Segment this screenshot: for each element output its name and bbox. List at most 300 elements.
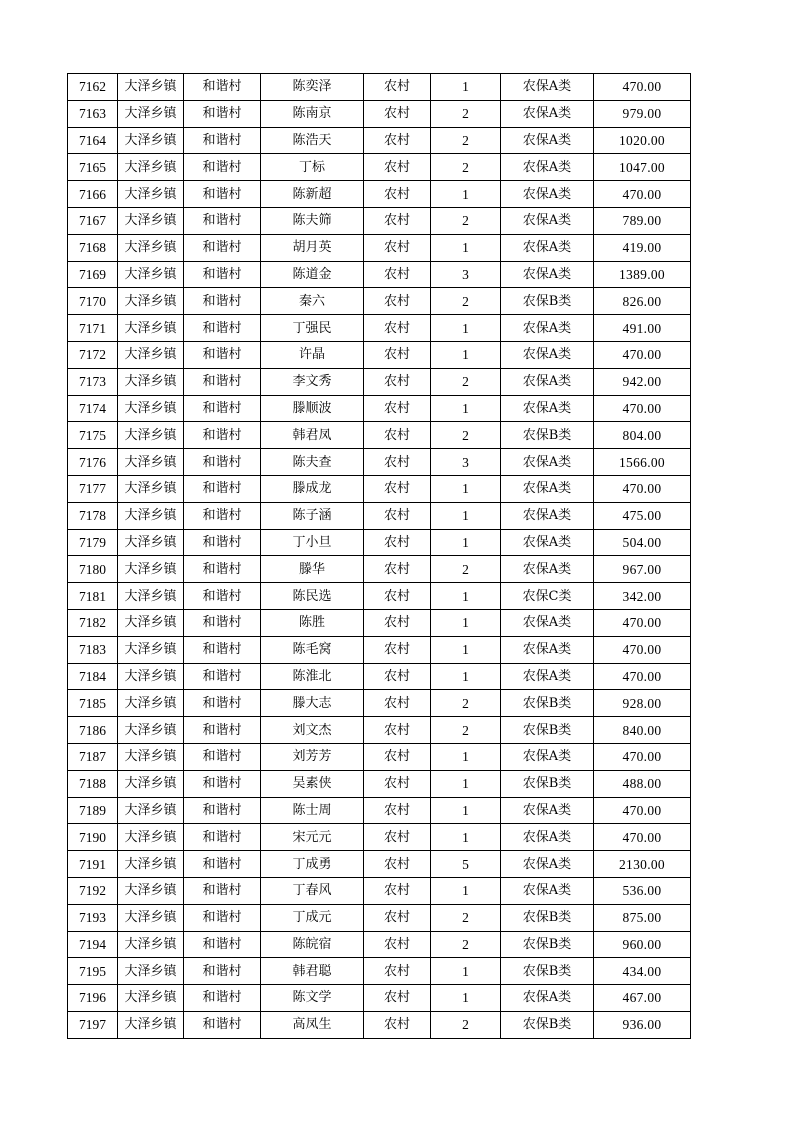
cell-insurance-type: 农保A类 — [501, 797, 594, 824]
cell-name: 陈夫筛 — [261, 207, 364, 234]
cell-amount: 1020.00 — [594, 127, 691, 154]
cell-village: 和谐村 — [184, 502, 261, 529]
cell-seq-no: 7194 — [68, 931, 118, 958]
table-row — [68, 824, 691, 851]
cell-household-size: 2 — [431, 207, 501, 234]
data-table — [67, 73, 691, 1039]
cell-category: 农村 — [364, 368, 431, 395]
cell-household-size: 1 — [431, 797, 501, 824]
cell-category: 农村 — [364, 743, 431, 770]
cell-category: 农村 — [364, 636, 431, 663]
cell-township: 大泽乡镇 — [118, 127, 184, 154]
cell-category: 农村 — [364, 958, 431, 985]
cell-amount: 419.00 — [594, 234, 691, 261]
cell-township: 大泽乡镇 — [118, 502, 184, 529]
cell-seq-no: 7172 — [68, 341, 118, 368]
cell-township: 大泽乡镇 — [118, 770, 184, 797]
cell-amount: 942.00 — [594, 368, 691, 395]
cell-seq-no: 7180 — [68, 556, 118, 583]
cell-village: 和谐村 — [184, 851, 261, 878]
cell-name: 刘芳芳 — [261, 743, 364, 770]
cell-seq-no: 7181 — [68, 583, 118, 610]
cell-insurance-type: 农保A类 — [501, 502, 594, 529]
cell-village: 和谐村 — [184, 261, 261, 288]
cell-village: 和谐村 — [184, 475, 261, 502]
cell-household-size: 1 — [431, 583, 501, 610]
cell-amount: 491.00 — [594, 315, 691, 342]
cell-amount: 960.00 — [594, 931, 691, 958]
table-row — [68, 529, 691, 556]
cell-amount: 2130.00 — [594, 851, 691, 878]
cell-name: 陈士周 — [261, 797, 364, 824]
cell-amount: 470.00 — [594, 181, 691, 208]
cell-household-size: 1 — [431, 315, 501, 342]
cell-seq-no: 7177 — [68, 475, 118, 502]
cell-category: 农村 — [364, 717, 431, 744]
cell-name: 秦六 — [261, 288, 364, 315]
cell-insurance-type: 农保A类 — [501, 315, 594, 342]
cell-amount: 928.00 — [594, 690, 691, 717]
cell-insurance-type: 农保A类 — [501, 395, 594, 422]
table-row — [68, 690, 691, 717]
cell-insurance-type: 农保A类 — [501, 556, 594, 583]
table-row — [68, 207, 691, 234]
cell-seq-no: 7196 — [68, 985, 118, 1012]
cell-village: 和谐村 — [184, 717, 261, 744]
cell-category: 农村 — [364, 449, 431, 476]
cell-name: 刘文杰 — [261, 717, 364, 744]
cell-name: 李文秀 — [261, 368, 364, 395]
cell-household-size: 1 — [431, 636, 501, 663]
cell-insurance-type: 农保A类 — [501, 74, 594, 101]
cell-name: 丁强民 — [261, 315, 364, 342]
cell-insurance-type: 农保A类 — [501, 851, 594, 878]
cell-household-size: 2 — [431, 556, 501, 583]
cell-category: 农村 — [364, 154, 431, 181]
cell-insurance-type: 农保A类 — [501, 181, 594, 208]
cell-insurance-type: 农保A类 — [501, 609, 594, 636]
cell-village: 和谐村 — [184, 422, 261, 449]
cell-amount: 470.00 — [594, 743, 691, 770]
cell-household-size: 1 — [431, 743, 501, 770]
cell-category: 农村 — [364, 234, 431, 261]
cell-name: 高凤生 — [261, 1011, 364, 1038]
cell-seq-no: 7182 — [68, 609, 118, 636]
cell-amount: 1566.00 — [594, 449, 691, 476]
table-row — [68, 904, 691, 931]
table-row — [68, 931, 691, 958]
cell-seq-no: 7197 — [68, 1011, 118, 1038]
cell-name: 吴素侠 — [261, 770, 364, 797]
cell-category: 农村 — [364, 797, 431, 824]
cell-township: 大泽乡镇 — [118, 797, 184, 824]
cell-township: 大泽乡镇 — [118, 583, 184, 610]
cell-name: 许晶 — [261, 341, 364, 368]
cell-amount: 875.00 — [594, 904, 691, 931]
table-row — [68, 636, 691, 663]
cell-household-size: 2 — [431, 288, 501, 315]
cell-insurance-type: 农保B类 — [501, 931, 594, 958]
cell-category: 农村 — [364, 475, 431, 502]
cell-insurance-type: 农保A类 — [501, 985, 594, 1012]
table-row — [68, 556, 691, 583]
cell-township: 大泽乡镇 — [118, 100, 184, 127]
cell-seq-no: 7189 — [68, 797, 118, 824]
cell-household-size: 2 — [431, 154, 501, 181]
table-row — [68, 502, 691, 529]
cell-name: 韩君凤 — [261, 422, 364, 449]
cell-name: 陈毛窝 — [261, 636, 364, 663]
cell-household-size: 2 — [431, 931, 501, 958]
cell-household-size: 2 — [431, 422, 501, 449]
cell-village: 和谐村 — [184, 931, 261, 958]
cell-seq-no: 7178 — [68, 502, 118, 529]
cell-amount: 470.00 — [594, 475, 691, 502]
cell-insurance-type: 农保A类 — [501, 824, 594, 851]
cell-insurance-type: 农保B类 — [501, 1011, 594, 1038]
cell-household-size: 1 — [431, 824, 501, 851]
cell-name: 丁成勇 — [261, 851, 364, 878]
cell-name: 陈子涵 — [261, 502, 364, 529]
cell-household-size: 1 — [431, 958, 501, 985]
cell-township: 大泽乡镇 — [118, 717, 184, 744]
cell-village: 和谐村 — [184, 74, 261, 101]
cell-name: 滕大志 — [261, 690, 364, 717]
cell-village: 和谐村 — [184, 556, 261, 583]
cell-category: 农村 — [364, 100, 431, 127]
table-row — [68, 100, 691, 127]
cell-household-size: 2 — [431, 368, 501, 395]
cell-amount: 470.00 — [594, 395, 691, 422]
cell-insurance-type: 农保A类 — [501, 127, 594, 154]
cell-household-size: 2 — [431, 127, 501, 154]
cell-category: 农村 — [364, 288, 431, 315]
cell-name: 陈浩天 — [261, 127, 364, 154]
cell-category: 农村 — [364, 770, 431, 797]
cell-amount: 967.00 — [594, 556, 691, 583]
cell-category: 农村 — [364, 985, 431, 1012]
cell-category: 农村 — [364, 824, 431, 851]
cell-insurance-type: 农保A类 — [501, 529, 594, 556]
table-body — [68, 74, 691, 1039]
cell-village: 和谐村 — [184, 341, 261, 368]
cell-name: 丁春风 — [261, 877, 364, 904]
cell-village: 和谐村 — [184, 127, 261, 154]
cell-seq-no: 7167 — [68, 207, 118, 234]
cell-amount: 840.00 — [594, 717, 691, 744]
cell-amount: 536.00 — [594, 877, 691, 904]
cell-village: 和谐村 — [184, 824, 261, 851]
table-row — [68, 770, 691, 797]
table-row — [68, 315, 691, 342]
table-row — [68, 127, 691, 154]
cell-insurance-type: 农保A类 — [501, 449, 594, 476]
cell-name: 丁标 — [261, 154, 364, 181]
cell-seq-no: 7169 — [68, 261, 118, 288]
cell-township: 大泽乡镇 — [118, 261, 184, 288]
cell-village: 和谐村 — [184, 636, 261, 663]
table-row — [68, 422, 691, 449]
cell-township: 大泽乡镇 — [118, 636, 184, 663]
table-row — [68, 74, 691, 101]
cell-category: 农村 — [364, 851, 431, 878]
cell-amount: 434.00 — [594, 958, 691, 985]
cell-village: 和谐村 — [184, 100, 261, 127]
cell-township: 大泽乡镇 — [118, 315, 184, 342]
cell-township: 大泽乡镇 — [118, 395, 184, 422]
cell-village: 和谐村 — [184, 958, 261, 985]
cell-seq-no: 7175 — [68, 422, 118, 449]
cell-seq-no: 7168 — [68, 234, 118, 261]
cell-amount: 504.00 — [594, 529, 691, 556]
cell-name: 陈皖宿 — [261, 931, 364, 958]
cell-amount: 1047.00 — [594, 154, 691, 181]
cell-insurance-type: 农保A类 — [501, 368, 594, 395]
cell-seq-no: 7183 — [68, 636, 118, 663]
cell-township: 大泽乡镇 — [118, 368, 184, 395]
cell-amount: 1389.00 — [594, 261, 691, 288]
cell-category: 农村 — [364, 395, 431, 422]
cell-township: 大泽乡镇 — [118, 556, 184, 583]
cell-name: 胡月英 — [261, 234, 364, 261]
cell-insurance-type: 农保B类 — [501, 904, 594, 931]
cell-amount: 470.00 — [594, 636, 691, 663]
cell-category: 农村 — [364, 663, 431, 690]
cell-name: 丁小旦 — [261, 529, 364, 556]
cell-insurance-type: 农保A类 — [501, 663, 594, 690]
cell-township: 大泽乡镇 — [118, 958, 184, 985]
cell-insurance-type: 农保A类 — [501, 261, 594, 288]
cell-insurance-type: 农保B类 — [501, 288, 594, 315]
cell-township: 大泽乡镇 — [118, 234, 184, 261]
table-row — [68, 475, 691, 502]
cell-household-size: 3 — [431, 261, 501, 288]
cell-township: 大泽乡镇 — [118, 609, 184, 636]
table-row — [68, 985, 691, 1012]
table-row — [68, 234, 691, 261]
cell-seq-no: 7186 — [68, 717, 118, 744]
cell-household-size: 1 — [431, 475, 501, 502]
cell-township: 大泽乡镇 — [118, 1011, 184, 1038]
cell-name: 滕顺波 — [261, 395, 364, 422]
cell-amount: 826.00 — [594, 288, 691, 315]
cell-amount: 936.00 — [594, 1011, 691, 1038]
table-row — [68, 797, 691, 824]
cell-seq-no: 7166 — [68, 181, 118, 208]
cell-seq-no: 7163 — [68, 100, 118, 127]
cell-name: 陈夫查 — [261, 449, 364, 476]
cell-household-size: 1 — [431, 663, 501, 690]
cell-amount: 470.00 — [594, 824, 691, 851]
table-row — [68, 341, 691, 368]
cell-household-size: 1 — [431, 341, 501, 368]
cell-name: 陈奕泽 — [261, 74, 364, 101]
cell-township: 大泽乡镇 — [118, 449, 184, 476]
cell-household-size: 1 — [431, 529, 501, 556]
cell-village: 和谐村 — [184, 395, 261, 422]
cell-category: 农村 — [364, 609, 431, 636]
cell-name: 陈新超 — [261, 181, 364, 208]
cell-name: 陈文学 — [261, 985, 364, 1012]
cell-seq-no: 7179 — [68, 529, 118, 556]
cell-insurance-type: 农保B类 — [501, 690, 594, 717]
cell-amount: 804.00 — [594, 422, 691, 449]
table-row — [68, 154, 691, 181]
cell-household-size: 1 — [431, 609, 501, 636]
cell-name: 滕成龙 — [261, 475, 364, 502]
cell-category: 农村 — [364, 931, 431, 958]
cell-name: 陈淮北 — [261, 663, 364, 690]
cell-insurance-type: 农保A类 — [501, 341, 594, 368]
cell-township: 大泽乡镇 — [118, 743, 184, 770]
cell-amount: 475.00 — [594, 502, 691, 529]
cell-household-size: 1 — [431, 395, 501, 422]
cell-household-size: 1 — [431, 770, 501, 797]
cell-name: 丁成元 — [261, 904, 364, 931]
cell-township: 大泽乡镇 — [118, 985, 184, 1012]
cell-township: 大泽乡镇 — [118, 74, 184, 101]
cell-village: 和谐村 — [184, 770, 261, 797]
table-row — [68, 181, 691, 208]
cell-township: 大泽乡镇 — [118, 422, 184, 449]
cell-category: 农村 — [364, 1011, 431, 1038]
cell-township: 大泽乡镇 — [118, 877, 184, 904]
cell-township: 大泽乡镇 — [118, 181, 184, 208]
cell-amount: 470.00 — [594, 663, 691, 690]
cell-township: 大泽乡镇 — [118, 288, 184, 315]
cell-insurance-type: 农保A类 — [501, 475, 594, 502]
cell-household-size: 1 — [431, 234, 501, 261]
cell-village: 和谐村 — [184, 690, 261, 717]
cell-name: 宋元元 — [261, 824, 364, 851]
cell-village: 和谐村 — [184, 181, 261, 208]
cell-category: 农村 — [364, 74, 431, 101]
cell-amount: 470.00 — [594, 609, 691, 636]
table-row — [68, 583, 691, 610]
table-row — [68, 449, 691, 476]
cell-household-size: 2 — [431, 717, 501, 744]
cell-household-size: 1 — [431, 181, 501, 208]
cell-township: 大泽乡镇 — [118, 154, 184, 181]
cell-category: 农村 — [364, 127, 431, 154]
cell-seq-no: 7192 — [68, 877, 118, 904]
cell-seq-no: 7195 — [68, 958, 118, 985]
cell-insurance-type: 农保A类 — [501, 877, 594, 904]
cell-seq-no: 7164 — [68, 127, 118, 154]
cell-village: 和谐村 — [184, 877, 261, 904]
cell-township: 大泽乡镇 — [118, 663, 184, 690]
cell-village: 和谐村 — [184, 529, 261, 556]
cell-category: 农村 — [364, 422, 431, 449]
cell-village: 和谐村 — [184, 743, 261, 770]
cell-amount: 470.00 — [594, 341, 691, 368]
table-row — [68, 1011, 691, 1038]
cell-name: 陈南京 — [261, 100, 364, 127]
table-row — [68, 395, 691, 422]
cell-seq-no: 7165 — [68, 154, 118, 181]
cell-township: 大泽乡镇 — [118, 690, 184, 717]
cell-village: 和谐村 — [184, 904, 261, 931]
cell-seq-no: 7190 — [68, 824, 118, 851]
cell-household-size: 1 — [431, 985, 501, 1012]
cell-household-size: 2 — [431, 100, 501, 127]
cell-seq-no: 7191 — [68, 851, 118, 878]
cell-seq-no: 7173 — [68, 368, 118, 395]
table-row — [68, 877, 691, 904]
cell-insurance-type: 农保A类 — [501, 207, 594, 234]
table-row — [68, 288, 691, 315]
cell-village: 和谐村 — [184, 1011, 261, 1038]
cell-amount: 467.00 — [594, 985, 691, 1012]
cell-category: 农村 — [364, 261, 431, 288]
cell-amount: 488.00 — [594, 770, 691, 797]
cell-category: 农村 — [364, 502, 431, 529]
cell-category: 农村 — [364, 181, 431, 208]
cell-seq-no: 7170 — [68, 288, 118, 315]
cell-insurance-type: 农保B类 — [501, 958, 594, 985]
cell-seq-no: 7176 — [68, 449, 118, 476]
cell-category: 农村 — [364, 556, 431, 583]
cell-household-size: 1 — [431, 502, 501, 529]
cell-category: 农村 — [364, 690, 431, 717]
cell-township: 大泽乡镇 — [118, 824, 184, 851]
cell-household-size: 5 — [431, 851, 501, 878]
cell-seq-no: 7188 — [68, 770, 118, 797]
cell-name: 陈道金 — [261, 261, 364, 288]
cell-seq-no: 7174 — [68, 395, 118, 422]
cell-township: 大泽乡镇 — [118, 904, 184, 931]
cell-seq-no: 7184 — [68, 663, 118, 690]
cell-village: 和谐村 — [184, 985, 261, 1012]
cell-insurance-type: 农保A类 — [501, 636, 594, 663]
cell-seq-no: 7171 — [68, 315, 118, 342]
cell-category: 农村 — [364, 315, 431, 342]
cell-category: 农村 — [364, 529, 431, 556]
table-row — [68, 717, 691, 744]
cell-seq-no: 7193 — [68, 904, 118, 931]
cell-household-size: 1 — [431, 877, 501, 904]
table-row — [68, 609, 691, 636]
cell-seq-no: 7162 — [68, 74, 118, 101]
cell-township: 大泽乡镇 — [118, 851, 184, 878]
cell-insurance-type: 农保C类 — [501, 583, 594, 610]
table-row — [68, 663, 691, 690]
cell-village: 和谐村 — [184, 207, 261, 234]
cell-household-size: 3 — [431, 449, 501, 476]
cell-village: 和谐村 — [184, 449, 261, 476]
cell-seq-no: 7187 — [68, 743, 118, 770]
cell-village: 和谐村 — [184, 797, 261, 824]
cell-seq-no: 7185 — [68, 690, 118, 717]
cell-amount: 470.00 — [594, 797, 691, 824]
cell-name: 滕华 — [261, 556, 364, 583]
cell-category: 农村 — [364, 904, 431, 931]
cell-insurance-type: 农保A类 — [501, 743, 594, 770]
cell-household-size: 1 — [431, 74, 501, 101]
cell-village: 和谐村 — [184, 154, 261, 181]
cell-amount: 342.00 — [594, 583, 691, 610]
cell-household-size: 2 — [431, 1011, 501, 1038]
cell-village: 和谐村 — [184, 234, 261, 261]
cell-township: 大泽乡镇 — [118, 207, 184, 234]
table-row — [68, 851, 691, 878]
cell-township: 大泽乡镇 — [118, 931, 184, 958]
cell-household-size: 2 — [431, 690, 501, 717]
cell-amount: 789.00 — [594, 207, 691, 234]
cell-amount: 979.00 — [594, 100, 691, 127]
cell-category: 农村 — [364, 877, 431, 904]
cell-name: 陈民选 — [261, 583, 364, 610]
